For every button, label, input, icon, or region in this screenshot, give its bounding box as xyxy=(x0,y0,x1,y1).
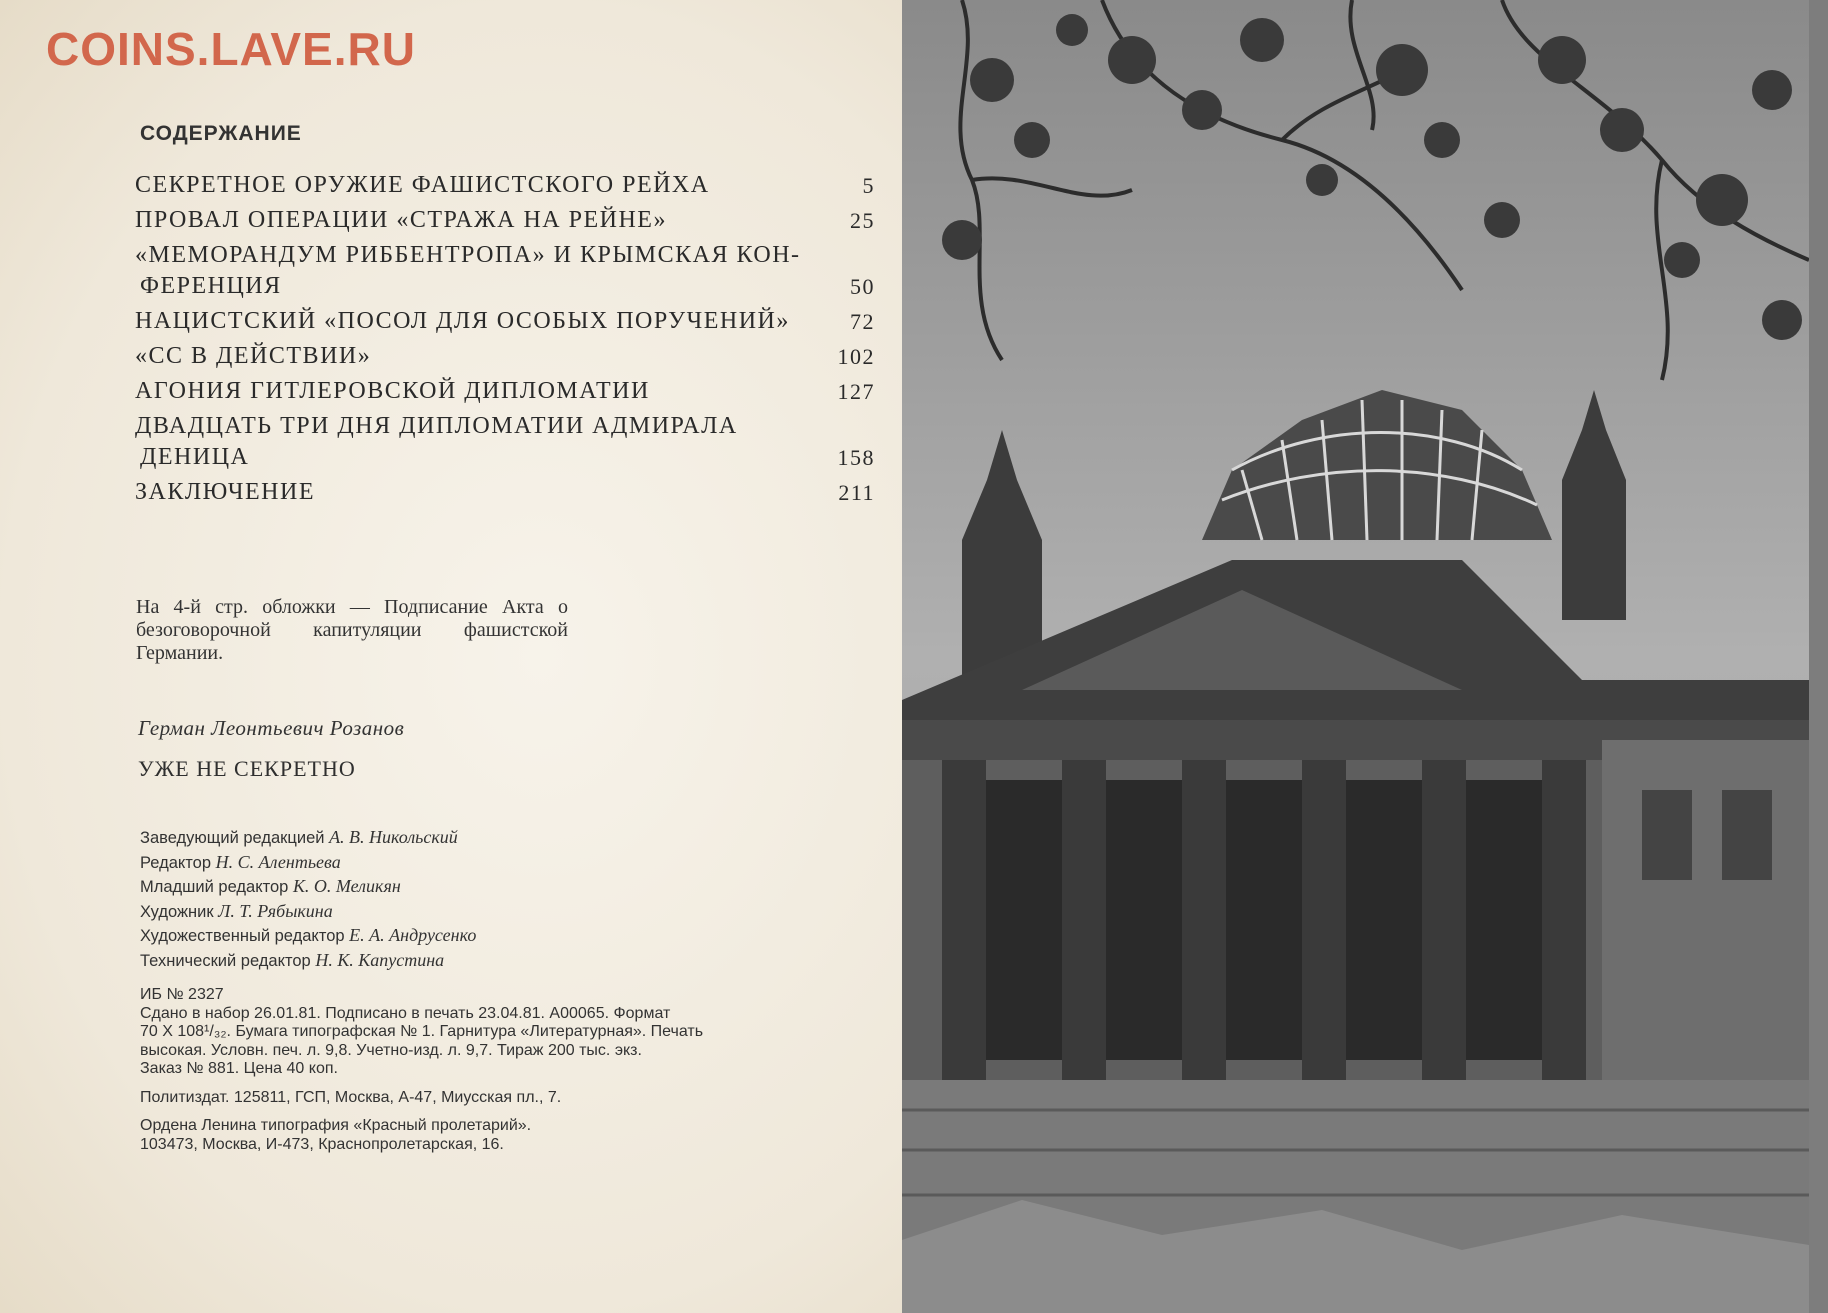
toc-entry-page: 211 xyxy=(838,480,875,505)
imprint-line: 70 X 108¹/₃₂. Бумага типографская № 1. Гарнитура «Литературная». Печать xyxy=(140,1023,704,1040)
toc-entry-title: ПРОВАЛ ОПЕРАЦИИ «СТРАЖА НА РЕЙНЕ» xyxy=(135,207,667,233)
credit-line xyxy=(140,826,476,851)
toc-entry-page: 5 xyxy=(862,173,875,198)
toc-entry-title-continued: ФЕРЕНЦИЯ xyxy=(140,273,282,299)
imprint-ib: ИБ № 2327 xyxy=(140,986,224,1003)
credit-role: Художественный редактор xyxy=(140,927,345,945)
credits-list xyxy=(140,826,476,973)
credit-role: Редактор xyxy=(140,853,212,872)
imprint-line: высокая. Условн. печ. л. 9,8. Учетно-изд. л. 9,7. Тираж 200 тыс. экз. xyxy=(140,1041,642,1059)
imprint-publisher: Политиздат. 125811, ГСП, Москва, А-47, Миусская пл., 7. xyxy=(140,1088,562,1106)
right-page xyxy=(902,0,1828,1313)
toc-entry-title: ДВАДЦАТЬ ТРИ ДНЯ ДИПЛОМАТИИ АДМИРАЛА xyxy=(135,413,738,439)
credit-role: Художник xyxy=(140,902,214,921)
imprint-printer-address: 103473, Москва, И-473, Краснопролетарская, 16. xyxy=(140,1135,504,1153)
imprint-block xyxy=(140,986,876,1154)
toc-entry xyxy=(135,170,875,201)
toc-entry-title: НАЦИСТСКИЙ «ПОСОЛ ДЛЯ ОСОБЫХ ПОРУЧЕНИЙ» xyxy=(135,308,790,334)
imprint-line: Сдано в набор 26.01.81. Подписано в печать 23.04.81. А00065. Формат xyxy=(140,1004,671,1022)
toc-entry-page: 50 xyxy=(850,274,875,299)
contents-heading: СОДЕРЖАНИЕ xyxy=(140,122,302,145)
toc-entry xyxy=(135,341,875,372)
book-title: УЖЕ НЕ СЕКРЕТНО xyxy=(138,756,356,781)
watermark: COINS.LAVE.RU xyxy=(46,23,416,75)
table-of-contents xyxy=(135,170,875,512)
toc-entry xyxy=(135,411,875,473)
toc-entry-page: 25 xyxy=(850,208,875,233)
credit-name: Н. С. Алентьева xyxy=(215,851,341,872)
imprint-line: Заказ № 881. Цена 40 коп. xyxy=(140,1060,338,1077)
credit-line xyxy=(140,924,476,949)
credit-name: К. О. Меликян xyxy=(292,876,401,896)
toc-entry-page: 72 xyxy=(850,309,875,334)
toc-entry xyxy=(135,376,875,407)
toc-entry xyxy=(135,240,875,302)
toc-entry-title: АГОНИЯ ГИТЛЕРОВСКОЙ ДИПЛОМАТИИ xyxy=(135,378,650,404)
credit-role: Младший редактор xyxy=(140,878,289,896)
toc-entry-title-continued: ДЕНИЦА xyxy=(140,444,250,470)
toc-entry-page: 102 xyxy=(837,344,875,369)
credit-line xyxy=(140,851,476,876)
credit-line xyxy=(140,900,476,925)
toc-entry-title: «МЕМОРАНДУМ РИББЕНТРОПА» И КРЫМСКАЯ КОН- xyxy=(135,242,801,268)
credit-role: Заведующий редакцией xyxy=(140,829,325,847)
toc-entry-page: 158 xyxy=(837,445,875,470)
credit-role: Технический редактор xyxy=(140,951,311,970)
credit-name: А. В. Никольский xyxy=(329,827,458,847)
imprint-printer: Ордена Ленина типография «Красный пролетарий». xyxy=(140,1117,532,1134)
credit-line xyxy=(140,875,476,900)
toc-entry-page: 127 xyxy=(837,379,875,404)
toc-entry xyxy=(135,205,875,236)
credit-name: Л. Т. Рябыкина xyxy=(218,900,333,921)
toc-entry-title: «СС В ДЕЙСТВИИ» xyxy=(135,343,372,369)
left-page xyxy=(0,0,902,1313)
toc-entry-title: СЕКРЕТНОЕ ОРУЖИЕ ФАШИСТСКОГО РЕЙХА xyxy=(135,172,710,198)
author-name: Герман Леонтьевич Розанов xyxy=(138,716,405,740)
credit-name: Н. К. Капустина xyxy=(315,949,445,970)
credit-line xyxy=(140,949,476,974)
cover-note: На 4-й стр. обложки — Подписание Акта о безоговорочной капитуляции фашистской Германии. xyxy=(136,596,568,664)
right-wing xyxy=(1602,740,1809,1080)
toc-entry xyxy=(135,306,875,337)
toc-entry xyxy=(135,477,875,508)
toc-entry-title: ЗАКЛЮЧЕНИЕ xyxy=(135,479,315,505)
reichstag-ruins-photo xyxy=(902,0,1809,1313)
credit-name: Е. А. Андрусенко xyxy=(349,925,477,945)
